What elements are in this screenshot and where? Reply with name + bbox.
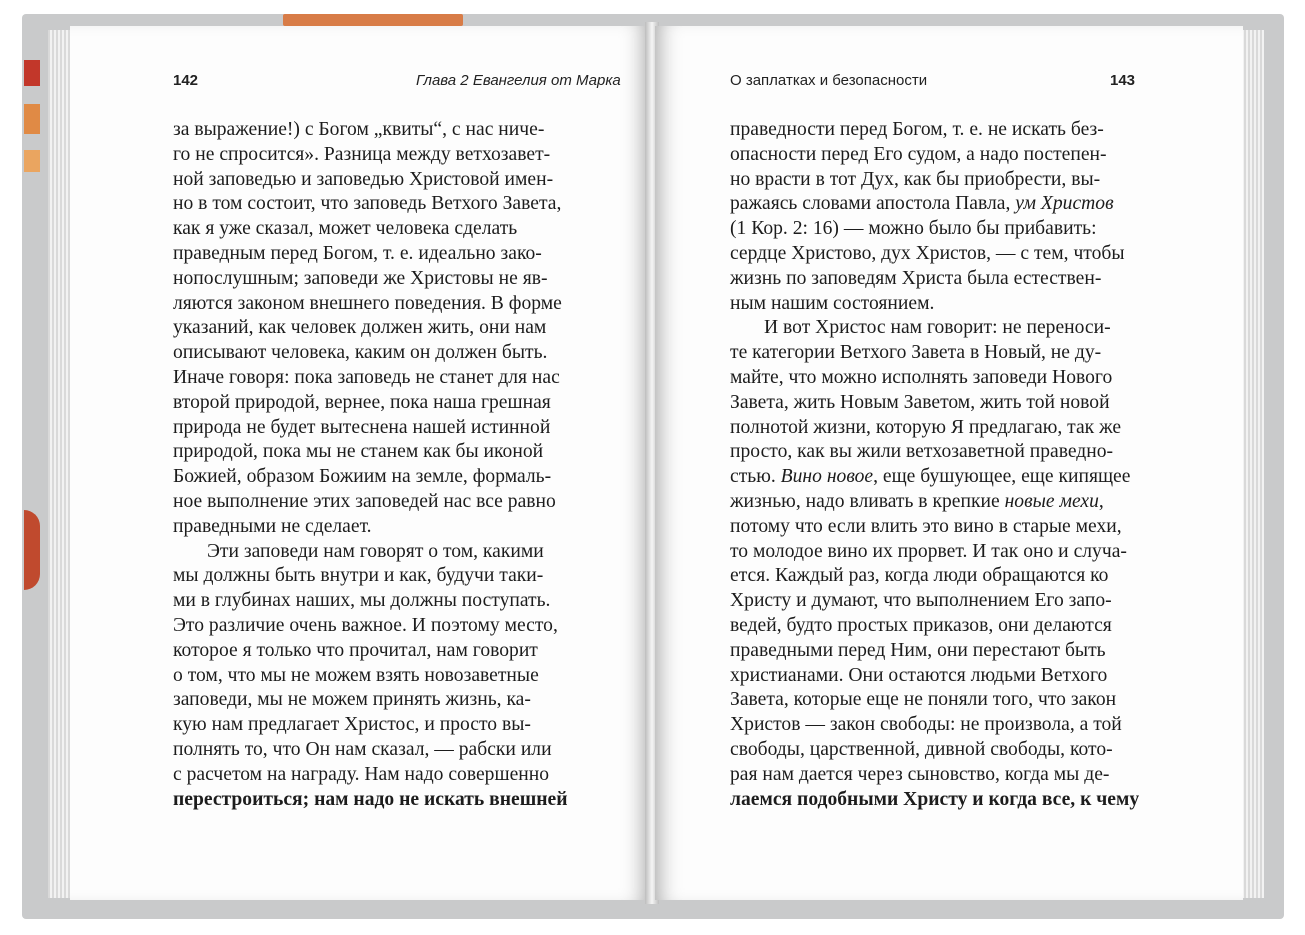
text-line: Иначе говоря: пока заповедь не станет для нас [173, 366, 560, 388]
cover-stripe-orange [24, 104, 40, 134]
text-line: ется. Каждый раз, когда люди обращаются ко [730, 565, 1109, 587]
text-line: те категории Ветхого Завета в Новый, не ду- [730, 342, 1102, 364]
text-line: опасности перед Его судом, а надо постепен- [730, 143, 1107, 165]
left-body-text [173, 118, 583, 812]
text-line [730, 490, 1145, 515]
text-line: потому что если влить это вино в старые мехи, [730, 515, 1122, 537]
right-page-number: 143 [1110, 72, 1136, 89]
text-line: ной заповедью и заповедью Христовой имен- [173, 168, 554, 190]
text-line: полнять то, что Он нам сказал, — рабски или [173, 738, 552, 760]
left-page-stack [48, 30, 72, 898]
text-line: просто, как вы жили ветхозаветной праведно- [730, 441, 1114, 463]
italic-quote: ум Христов [1015, 193, 1114, 215]
text-line: Божией, образом Божиим на земле, формаль- [173, 466, 552, 488]
text-line: второй природой, вернее, пока наша грешная [173, 391, 551, 413]
text-line: Завета, которые еще не поняли того, что закон [730, 689, 1117, 711]
text-line: которое я только что прочитал, нам говорит [173, 639, 538, 661]
paragraph-start-line: Эти заповеди нам говорят о том, какими [207, 540, 544, 562]
text-line: ляются законом внешнего поведения. В форме [173, 292, 562, 314]
text-line: праведности перед Богом, т. е. не искать без- [730, 119, 1104, 140]
text-line [730, 465, 1145, 490]
text-line: но в том состоит, что заповедь Ветхого Завета, [173, 193, 562, 215]
right-page-stack [1240, 30, 1264, 898]
text-line: то молодое вино их прорвет. И так оно и случа- [730, 540, 1127, 562]
text-line: Это различие очень важное. И поэтому место, [173, 614, 558, 636]
right-body-text [730, 118, 1145, 812]
cover-top-accent [283, 14, 463, 26]
text-line: майте, что можно исполнять заповеди Нового [730, 366, 1113, 388]
text-line: праведными не сделает. [173, 515, 372, 537]
text-line: сердце Христово, дух Христов, — с тем, чтобы [730, 242, 1125, 264]
text-segment: жизнью, надо вливать в крепкие [730, 490, 1000, 512]
text-line: перестроиться; нам надо не искать внешней [173, 788, 568, 810]
text-line: ное выполнение этих заповедей нас все равно [173, 490, 556, 512]
text-line: как я уже сказал, может человека сделать [173, 218, 518, 240]
text-line: природа не будет вытеснена нашей истинной [173, 416, 551, 438]
text-line: за выражение!) с Богом „квиты“, с нас ниче- [173, 119, 545, 140]
text-line: полнотой жизни, которую Я предлагаю, так же [730, 416, 1122, 438]
text-line: праведными перед Ним, они перестают быть [730, 639, 1106, 661]
paragraph-start-line: И вот Христос нам говорит: не переноси- [764, 317, 1111, 339]
text-line: праведным перед Богом, т. е. идеально зако- [173, 242, 542, 264]
text-line: но врасти в тот Дух, как бы приобрести, вы- [730, 168, 1101, 190]
text-segment: ражаясь словами апостола Павла, [730, 193, 1011, 215]
right-page [655, 26, 1243, 900]
text-line [730, 192, 1145, 217]
text-segment: стью. [730, 466, 776, 488]
text-line: ным нашим состоянием. [730, 292, 935, 314]
cover-stripe-red [24, 60, 40, 86]
text-line: с расчетом на награду. Нам надо совершенно [173, 763, 550, 785]
text-line: о том, что мы не можем взять новозаветные [173, 664, 539, 686]
italic-quote: новые мехи [1004, 490, 1099, 512]
left-running-head: Глава 2 Евангелия от Марка [416, 72, 621, 89]
text-line: Христов — закон свободы: не произвола, а той [730, 714, 1122, 736]
text-line: нопослушным; заповеди же Христовы не яв- [173, 267, 548, 289]
text-segment: , [1098, 490, 1104, 512]
text-line: рая нам дается через сыновство, когда мы де- [730, 763, 1110, 785]
text-line: Завета, жить Новым Заветом, жить той новой [730, 391, 1110, 413]
text-line: лаемся подобными Христу и когда все, к чему [730, 788, 1140, 810]
text-line: мы должны быть внутри и как, будучи таки- [173, 565, 544, 587]
text-line: ведей, будто простых приказов, они делаются [730, 614, 1112, 636]
text-line: свободы, царственной, дивной свободы, кото- [730, 738, 1113, 760]
text-line: го не спросится». Разница между ветхозавет- [173, 143, 551, 165]
text-line: Христу и думают, что выполнением Его запо- [730, 590, 1112, 612]
text-segment: , еще бушующее, еще кипящее [873, 466, 1131, 488]
right-running-head: О заплатках и безопасности [730, 72, 928, 89]
text-line: природой, пока мы не станем как бы иконой [173, 441, 544, 463]
text-line: описывают человека, каким он должен быть. [173, 342, 548, 364]
text-line: христианами. Они остаются людьми Ветхого [730, 664, 1108, 686]
italic-quote: Вино новое [780, 466, 874, 488]
left-page-number: 142 [173, 72, 199, 89]
text-line: жизнь по заповедям Христа была естествен- [730, 267, 1102, 289]
text-line: ми в глубинах наших, мы должны поступать. [173, 590, 551, 612]
text-line: кую нам предлагает Христос, и просто вы- [173, 714, 531, 736]
cover-stripe-orange-light [24, 150, 40, 172]
text-line: заповеди, мы не можем принять жизнь, ка- [173, 689, 531, 711]
text-line: (1 Кор. 2: 16) — можно было бы прибавить: [730, 218, 1097, 240]
left-page [70, 26, 648, 900]
cover-stripe-red-lower [24, 510, 40, 590]
text-line: указаний, как человек должен жить, они нам [173, 317, 547, 339]
